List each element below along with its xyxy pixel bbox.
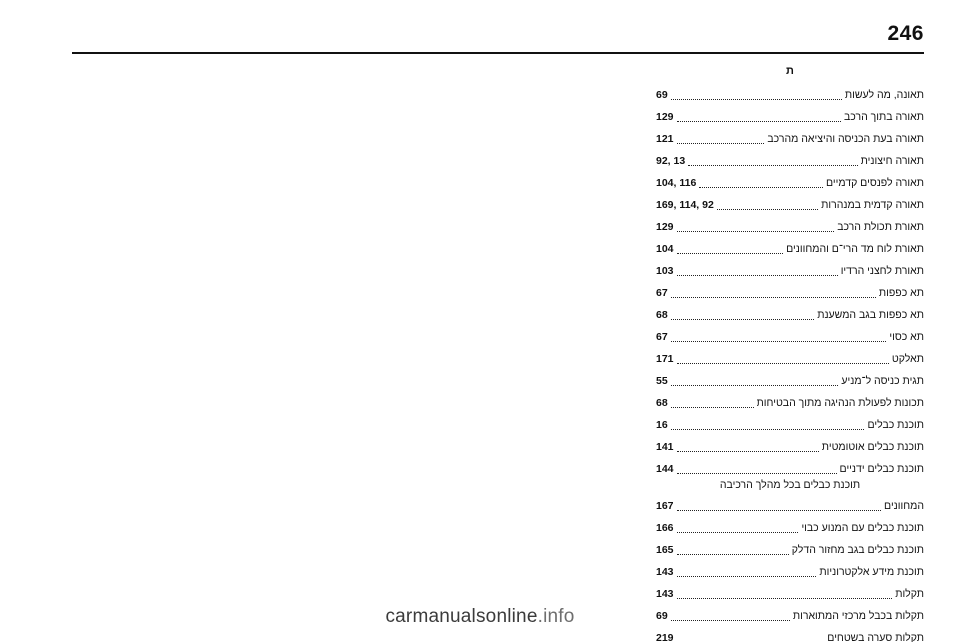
index-entry-page: 67 [656,287,668,299]
index-entry[interactable] [656,456,924,478]
index-entry-page: 67 [656,331,668,343]
page-number: 246 [887,22,924,45]
index-entry-label: תאורת תכולת הרכב [837,221,924,233]
index-entry-label: תקלות סערה בשטחים [827,632,924,642]
index-entry-label: תכונות לפעולת הנהיגה מתוך הבטיחות [756,397,924,409]
index-entry-page: 141 [656,441,674,453]
index-entry[interactable] [656,280,924,302]
index-entry-label: תא כסוי [889,331,924,343]
index-entry[interactable] [656,104,924,126]
index-entry-page: 143 [656,566,674,578]
dot-leader [671,333,887,342]
index-entry-page: 16 [656,419,668,431]
index-entry[interactable] [656,126,924,148]
index-entry-page: 165 [656,544,674,556]
index-entry[interactable] [656,82,924,104]
index-entry-page: 166 [656,522,674,534]
index-entry[interactable] [656,493,924,515]
dot-leader [677,355,889,364]
index-entry-label: תאורה בתוך הרכב [844,111,924,123]
dot-leader [677,524,799,533]
index-entry[interactable] [656,302,924,324]
footer-watermark [0,606,960,628]
index-entry[interactable] [656,537,924,559]
index-entry[interactable] [656,192,924,214]
dot-leader [688,157,857,166]
index-entry-label: תוכנת כבלים [867,419,924,431]
index-entry-label: תאורה לפנסים קדמיים [825,177,924,189]
index-entry-page: 129 [656,111,674,123]
section-letter-heading: ת [786,65,794,77]
index-entry-label: תאורת לחצני הרדיו [840,265,924,277]
index-entry[interactable] [656,236,924,258]
dot-leader [677,634,825,642]
index-entry-page: 69 [656,89,668,101]
index-entry-label: תאורת לוח מד הרי־ם והמחוונים [786,243,924,255]
index-entry[interactable] [656,258,924,280]
index-entry-label: תקלות [895,588,924,600]
index-entry[interactable] [656,170,924,192]
dot-leader [671,377,839,386]
index-entry[interactable] [656,581,924,603]
dot-leader [677,135,765,144]
index-entry-page: 55 [656,375,668,387]
index-entry[interactable] [656,214,924,236]
dot-leader [677,113,841,122]
dot-leader [671,289,876,298]
index-entry-label: תוכנת מידע אלקטרוניות [819,566,924,578]
index-entry-page: 219 [656,632,674,642]
dot-leader [677,568,817,577]
index-entry-label: תקלות בכבל מרכזי המתוארות [792,610,924,622]
index-entry-label: תאורה חיצונית [860,155,924,167]
index-entry-page: 121 [656,133,674,145]
index-entry[interactable] [656,559,924,581]
index-entry-page: 171 [656,353,674,365]
index-entry-page: 104, 116 [656,177,697,189]
index-entry[interactable] [656,434,924,456]
index-entry-page: 144 [656,463,674,475]
index-entry-page: 69 [656,610,668,622]
dot-leader [677,267,838,276]
index-entry[interactable] [656,346,924,368]
index-entry-page: 92, 13 [656,155,686,167]
header-divider [72,52,924,54]
dot-leader [717,201,818,210]
index-entry-page: 167 [656,500,674,512]
footer-brand-suffix: .info [537,606,575,627]
index-entry-page: 68 [656,309,668,321]
index-entry-label: תא כפפות [878,287,924,299]
dot-leader [677,245,784,254]
index-entry-label: תאלקט [891,353,924,365]
index-entry-page: 103 [656,265,674,277]
index-entry-page: 104 [656,243,674,255]
index-entry-label: תוכנת כבלים ידניים [839,463,924,475]
dot-leader [671,421,865,430]
index-entry-label: תא כפפות בגב המשענת [817,309,924,321]
index-entry[interactable] [656,324,924,346]
index-entry-label: תוכנת כבלים עם המנוע כבוי [801,522,924,534]
index-entry[interactable] [656,515,924,537]
dot-leader [677,443,819,452]
index-entry[interactable] [656,478,924,493]
index-entry-label: תוכנת כבלים בגב מחזור הדלק [791,544,924,556]
index-entry-page: 169, 114, 92 [656,199,714,211]
index-entry-label: המחוונים [884,500,924,512]
dot-leader [677,546,789,555]
index-entry-label: תוכנת כבלים בכל מהלך הרכיבה [719,479,861,491]
index-entry-page: 129 [656,221,674,233]
index-entry[interactable] [656,412,924,434]
index-entry-label: תאורה בעת הכניסה והיציאה מהרכב [767,133,924,145]
index-entry-page: 68 [656,397,668,409]
index-entry-label: תגית כניסה ל־מניע [841,375,924,387]
dot-leader [677,590,893,599]
index-entry[interactable] [656,148,924,170]
footer-brand-text: carmanualsonline [385,606,538,627]
dot-leader [699,179,823,188]
dot-leader [671,399,754,408]
dot-leader [671,91,842,100]
dot-leader [677,502,882,511]
index-entry-label: תאונה, מה לעשות [844,89,924,101]
index-entry-page: 143 [656,588,674,600]
index-entry[interactable] [656,390,924,412]
index-column [656,64,924,642]
dot-leader [677,465,837,474]
index-entry[interactable] [656,368,924,390]
index-entry-label: תאורה קדמית במנהרות [821,199,924,211]
dot-leader [677,223,835,232]
dot-leader [671,311,815,320]
index-entry-label: תוכנת כבלים אוטומטית [821,441,924,453]
